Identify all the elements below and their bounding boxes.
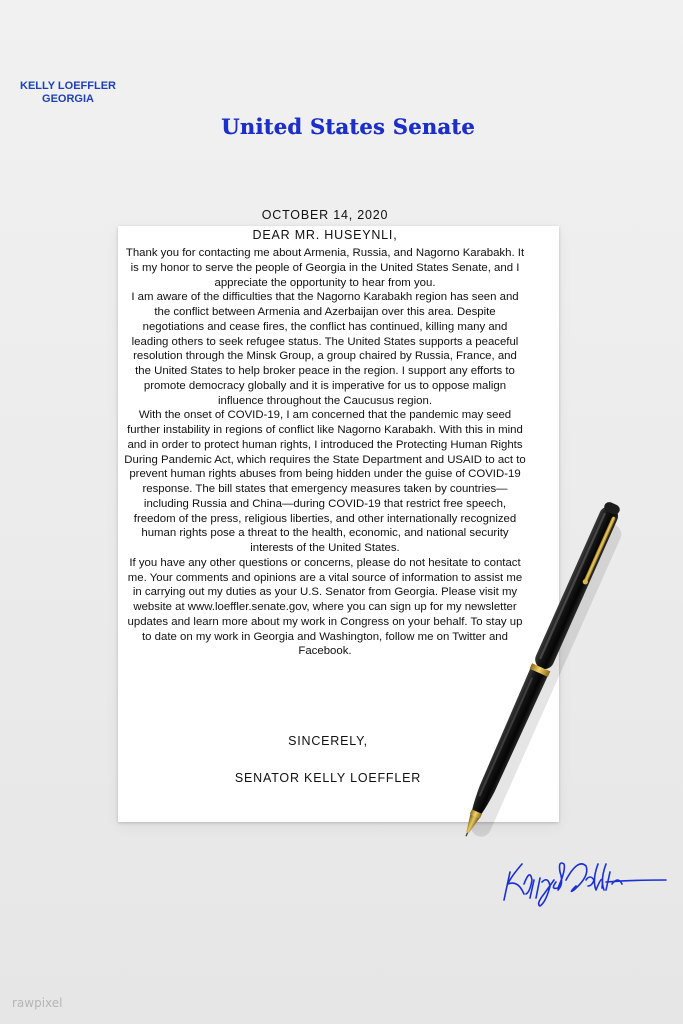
watermark: rawpixel xyxy=(12,996,63,1010)
body-paragraph-1: Thank you for contacting me about Armenia, Russia, and Nagorno Karabakh. It is my honor to serve the people of Georgia in the United States Senate, and I appreciate the opportunity to hear from you. xyxy=(125,247,525,289)
body-paragraph-3: With the onset of COVID-19, I am concerned that the pandemic may seed further instability in regions of conflict like Nagorno Karabakh. With this in mind and in order to protect human rights, I introduced the Protecting Human Rights During Pandemic Act, which requires the State Department and USAID to act to prevent human rights abuses from being hidden under the guise of COVID-19 response. The bill states that emergency measures taken by countries—including Russia and China—during COVID-19 that restrict free speech, freedom of the press, religious liberties, and other internationally recognized human rights pose a threat to the health, economic, and national security interests of the United States. xyxy=(124,409,526,554)
letter-signature-name: SENATOR KELLY LOEFFLER xyxy=(234,771,422,785)
handwritten-signature xyxy=(500,850,668,910)
letterhead-title: United States Senate xyxy=(221,114,475,139)
sender-block xyxy=(10,80,126,106)
letter-closing: SINCERELY, xyxy=(288,734,368,748)
pen-icon xyxy=(440,480,640,870)
sender-name: KELLY LOEFFLER xyxy=(20,80,116,92)
letter-date: OCTOBER 14, 2020 xyxy=(261,208,389,222)
sender-state: GEORGIA xyxy=(42,93,94,105)
body-paragraph-2: I am aware of the difficulties that the Nagorno Karabakh region has seen and the conflict between Armenia and Azerbaijan over this area. Despite negotiations and cease fires, the conflict has continued, killing many and leading others to seek refugee status. The United States supports a peaceful resolution through the Minsk Group, a group chaired by Russia, France, and the United States to help broker peace in the region. I support any efforts to promote democracy globally and it is imperative for us to oppose malign influence throughout the Caucusus region. xyxy=(131,291,519,407)
body-paragraph-4: If you have any other questions or concerns, please do not hesitate to contact me. Your comments and opinions are a vital source of information to assist me in carrying out my duties as your U.S. Senator from Georgia. Please visit my website at www.loeffler.senate.gov, where you can sign up for my newsletter updates and learn more about my work in Congress on your behalf. To stay up to date on my work in Georgia and Washington, follow me on Twitter and Facebook. xyxy=(127,556,523,658)
letter-salutation: DEAR MR. HUSEYNLI, xyxy=(252,228,398,242)
